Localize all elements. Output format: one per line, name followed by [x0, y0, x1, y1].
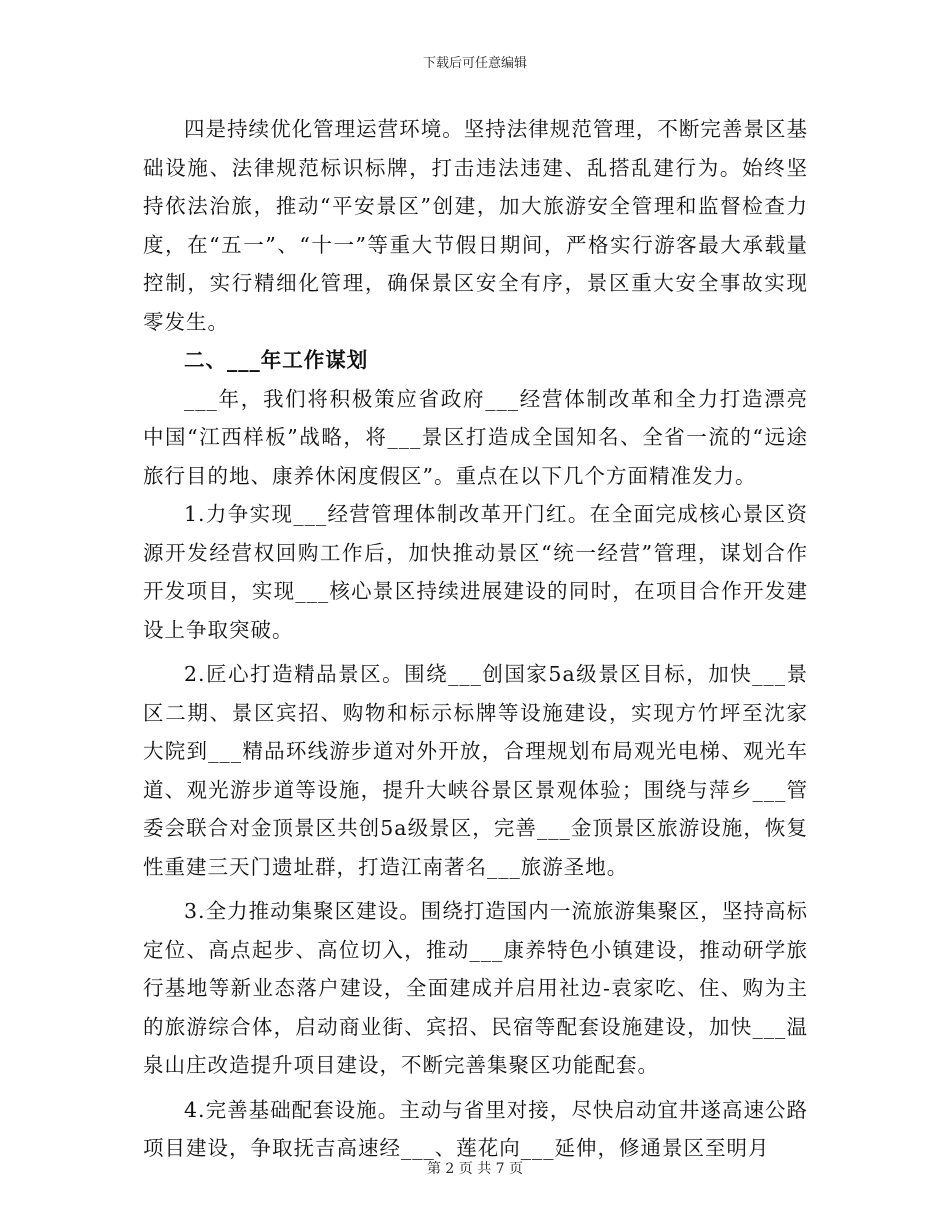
section-heading-work-plan: 二、___年工作谋划	[184, 348, 369, 372]
document-body	[143, 110, 808, 1168]
list-item-infrastructure: 4.完善基础配套设施。主动与省里对接，尽快启动宜井遂高速公路项目建设，争取抚吉高速经___、莲花向___延伸，修通景区至明月	[143, 1097, 808, 1160]
paragraph-work-plan-intro: ___年，我们将积极策应省政府___经营体制改革和全力打造漂亮中国“江西样板”战略，将___景区打造成全国知名、全省一流的“远途旅行目的地、康养休闲度假区”。重点在以下几个方面精准发力。	[143, 386, 808, 488]
list-item-cluster: 3.全力推动集聚区建设。围绕打造国内一流旅游集聚区，坚持高标定位、高点起步、高位切入，推动___康养特色小镇建设，推动研学旅行基地等新业态落户建设，全面建成并启用社边-袁家吃、住、购为主的旅游综合体，启动商业街、宾招、民宿等配套设施建设，加快___温泉山庄改造提升项目建设，不断完善集聚区功能配套。	[143, 899, 808, 1077]
page-number: 第 2 页 共 7 页	[426, 1161, 524, 1177]
list-item-reform: 1.力争实现___经营管理体制改革开门红。在全面完成核心景区资源开发经营权回购工作后，加快推动景区“统一经营”管理，谋划合作开发项目，实现___核心景区持续进展建设的同时，在项目合作开发建设上争取突破。	[143, 502, 808, 642]
page-header-note: 下载后可任意编辑	[422, 56, 527, 71]
paragraph-management-environment: 四是持续优化管理运营环境。坚持法律规范管理，不断完善景区基础设施、法律规范标识标牌，打击违法违建、乱搭乱建行为。始终坚持依法治旅，推动“平安景区”创建，加大旅游安全管理和监督检查力度，在“五一”、“十一”等重大节假日期间，严格实行游客最大承载量控制，实行精细化管理，确保景区安全有序，景区重大安全事故实现零发生。	[143, 117, 808, 334]
list-item-scenic-area: 2.匠心打造精品景区。围绕___创国家5a级景区目标，加快___景区二期、景区宾招、购物和标示标牌等设施建设，实现方竹坪至沈家大院到___精品环线游步道对外开放，合理规划布局观光电梯、观光车道、观光游步道等设施，提升大峡谷景区景观体验；围绕与萍乡___管委会联合对金顶景区共创5a级景区，完善___金顶景区旅游设施，恢复性重建三天门遗址群，打造江南著名___旅游圣地。	[143, 662, 808, 879]
